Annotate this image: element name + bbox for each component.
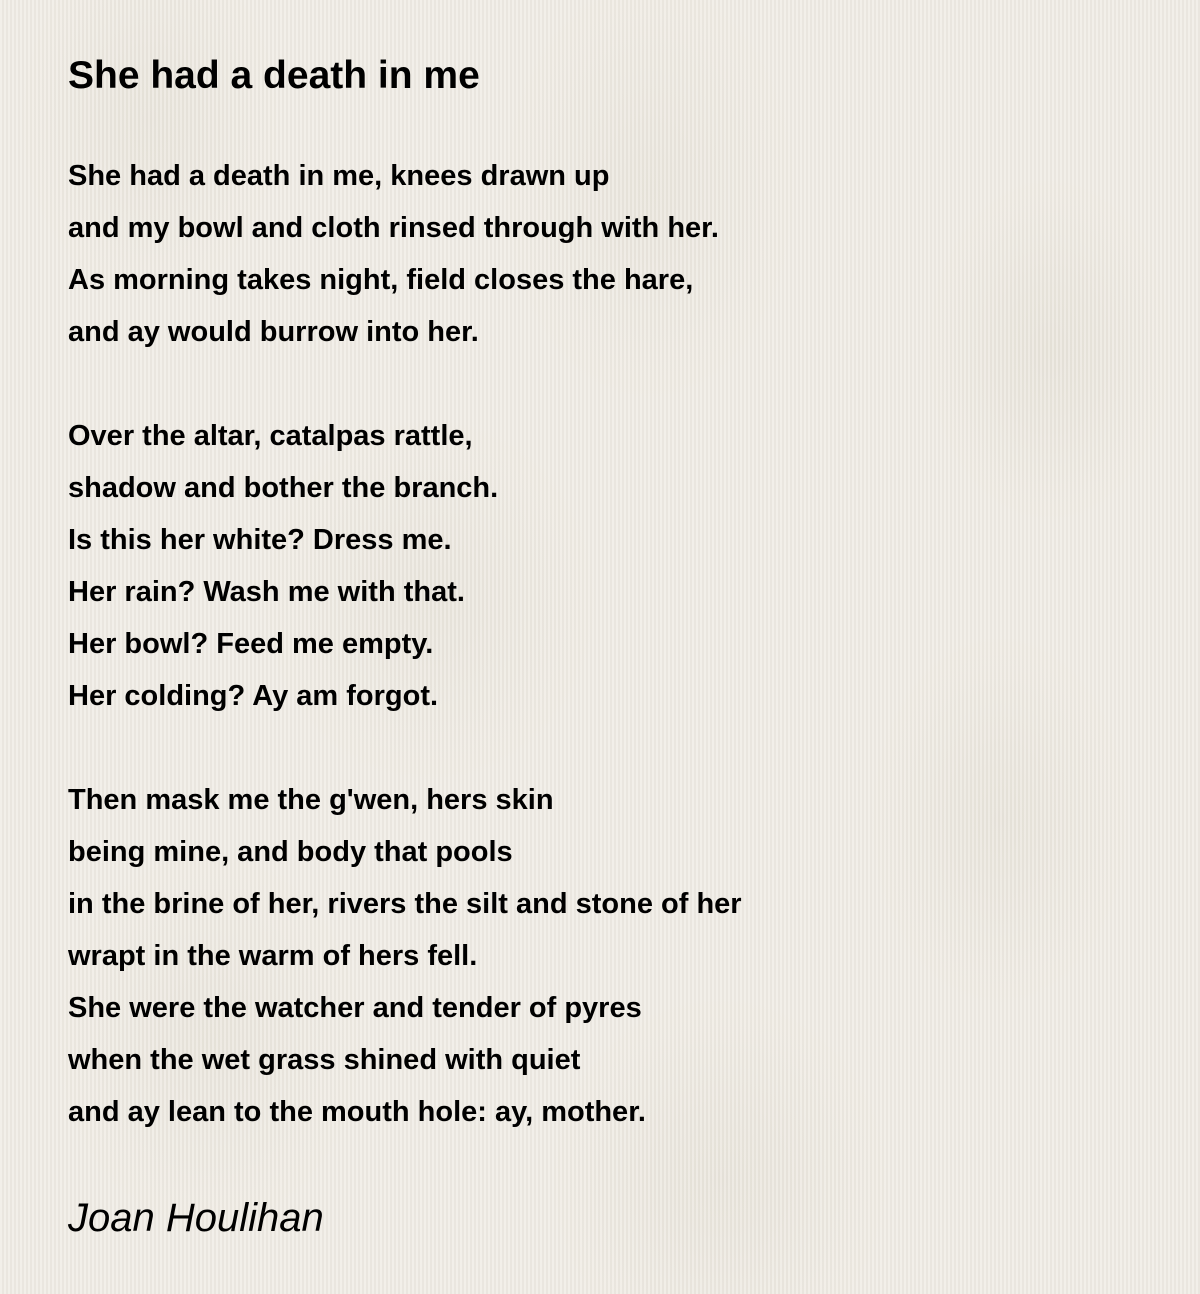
poem-line: Her bowl? Feed me empty. xyxy=(68,628,434,660)
poem-line: and my bowl and cloth rinsed through with her. xyxy=(68,212,719,244)
poem-line: being mine, and body that pools xyxy=(68,836,513,868)
poem-body xyxy=(68,150,1148,1190)
poem-author: Joan Houlihan xyxy=(68,1196,324,1240)
poem-line: Then mask me the g'wen, hers skin xyxy=(68,784,554,816)
poem-line: in the brine of her, rivers the silt and stone of her xyxy=(68,888,742,920)
poem-stanza-2 xyxy=(68,410,1148,722)
poem-line: As morning takes night, field closes the hare, xyxy=(68,264,694,296)
poem-line: Is this her white? Dress me. xyxy=(68,524,452,556)
poem-line: and ay lean to the mouth hole: ay, mother. xyxy=(68,1096,646,1128)
poem-line: wrapt in the warm of hers fell. xyxy=(68,940,478,972)
poem-line: shadow and bother the branch. xyxy=(68,472,499,504)
poem-title: She had a death in me xyxy=(68,54,480,97)
poem-line: Her colding? Ay am forgot. xyxy=(68,680,439,712)
poem-stanza-3 xyxy=(68,774,1148,1138)
poem-line: Over the altar, catalpas rattle, xyxy=(68,420,473,452)
poem-line: and ay would burrow into her. xyxy=(68,316,479,348)
poem-line: She had a death in me, knees drawn up xyxy=(68,160,610,192)
poem-line: She were the watcher and tender of pyres xyxy=(68,992,642,1024)
poem-line: when the wet grass shined with quiet xyxy=(68,1044,581,1076)
poem-stanza-1 xyxy=(68,150,1148,358)
poem-line: Her rain? Wash me with that. xyxy=(68,576,465,608)
